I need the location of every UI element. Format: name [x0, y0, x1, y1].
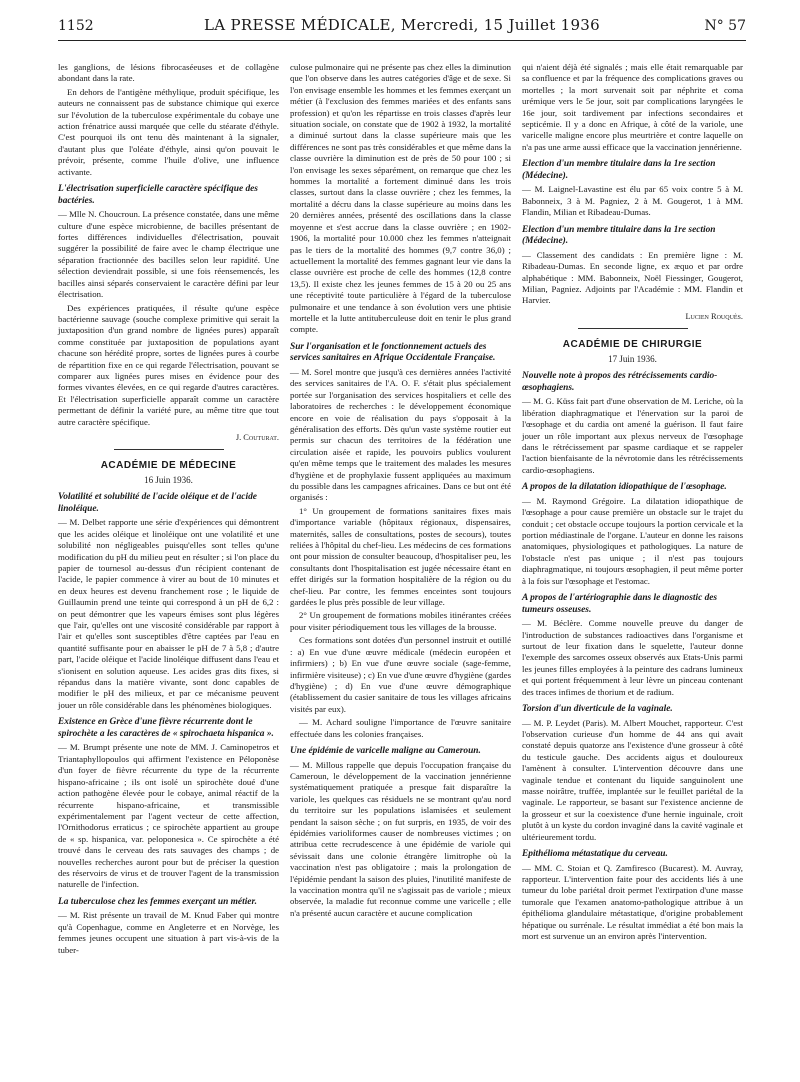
paragraph: — M. Millous rappelle que depuis l'occupation française du Cameroun, le développement de la vaccination jennérienne systématiquement pratiquée a presque fait disparaître la variole, les quelques cas résiduels ne se montrant qu'au nord du territoire sur les populations islamisées et seulement pendant la saison sèche ; on fut surpris, en 1935, de voir des épidémies varioliformes causer de nombreuses victimes ; on attribua cette recrudescence à une épidémie de variole qui sévissait dans une colonie étrangère limitrophe où la vaccination n'est pas obligatoire ; mais la prolongation de l'épidémie pendant la saison des pluies, l'inutilité manifeste de la vaccination montra qu'il ne s'agissait pas de variole ; mieux observée, la maladie fut reconnue comme une varicelle ; elle n'a présenté aucun caractère et aucune complication — [290, 759, 511, 918]
paragraph: — M. Delbet rapporte une série d'expériences qui démontrent que les acides oléique et linoléique ont une volatilité et une solubilité non négligeables puisqu'elles sont telles qu'une modification du pH du milieu peut en résulter ; si l'on place du papier de tournesol au-dessus d'un récipient contenant de l'acide, le papier commence à virer au bout de 10 minutes et en deux heures est devenu franchement rose ; le liquide de Guillaumin prend une teinte qui correspond à un pH de 6,2 : on peut démontrer que les vapeurs émises sont plus légères que l'air, qu'elles ont une viscosité considérable par rapport à l'air et qu'elles sont susceptibles d'être captées par l'eau en quantité suffisante pour en abaisser le pH de 7 à 5,8 ; d'autre part, l'acide oléique et l'acide linoléique diffusent dans l'eau et s'ionisent en solution aqueuse. Les acides gras dits fixes, si répandus dans la matière vivante, sont donc capables de modifier le pH des milieux, et par ce mécanisme peuvent jouer un rôle considérable dans les phénomènes biologiques. — [58, 517, 279, 710]
article-heading: L'électrisation superficielle caractère spécifique des bactéries. — [58, 184, 258, 206]
paragraph: — MM. C. Stoian et Q. Zamfiresco (Bucarest). M. Auvray, rapporteur. L'intervention faite pour des accidents liés à une tumeur du lobe pariétal droit permet l'extirpation d'une masse tumorale que l'examen anatomo-pathologique attribue à un épithélioma glandulaire métastatique, d'origine probablement hépatique ou surrénale. Le résultat immédiat a été bon mais la mort est survenue un an environ après l'intervention. — [522, 862, 743, 942]
paragraph: Des expériences pratiquées, il résulte qu'une espèce bactérienne sauvage (souche complexe primitive qui serait la juxtaposition d'un grand nombre de lignées pures) apparaît comme constituée par juxtaposition de populations ayant chacune son hérédité propre, sortes de lignées pures à courbe de répartition fixe en ce qui regarde l'électrisation, pouvant se comparer aux lignées pures mises en évidence pour des formes vivantes élevées, en ce qui regarde d'autres caractères. Et l'électrisation superficielle apparaît comme un caractère permettant de définir la variété pure, au même titre que tout autre caractère spécifique. — [58, 302, 279, 427]
article-heading: Existence en Grèce d'une fièvre récurrente dont le spirochète a les caractères de « spirochaeta hispanica ». — [58, 717, 274, 739]
page-header — [58, 14, 746, 41]
paragraph: Ces formations sont dotées d'un personnel instruit et outillé : a) En vue d'une œuvre médicale (médecin européen et infirmiers) ; b) En vue d'une œuvre sociale (sage-femme, infirmière visiteuse) ; c) En vue d'une œuvre d'hygiène (gardes d'hygiène) ; d) En vue d'une œuvre démographique (établissement du casier sanitaire de tous les villages africains visités par eux). — [290, 635, 511, 714]
article-heading: A propos de l'artériographie dans le diagnostic des tumeurs osseuses. — [522, 592, 718, 615]
paragraph: — M. Béclère. Comme nouvelle preuve du danger de l'introduction de substances radioactives dans l'organisme et surtout de leur fixation dans le squelette, l'auteur donne l'exemple des sarcomes osseux observés aux Etats-Unis parmi les jeunes filles employées à la peinture des cadrans lumineux et qui portent fréquemment à leur lèvre un pinceau contenant des traces infimes de thorium et de radium. — [522, 618, 743, 697]
author-signature: J. Couturat. — [235, 432, 279, 442]
paragraph: — M. Sorel montre que jusqu'à ces dernières années l'activité des services sanitaires de l'A. O. F. s'était plus spécialement portée sur l'organisation des services hospitaliers et celle des laboratoires de recherches : le développement économique encore en voie de réalisation du pays s'opposait à la généralisation des efforts. Dès qu'un vaste système routier eut permis sur chacun des territoires de la fédération une circulation aisée et rapide, les pouvoirs publics voulurent qu'en même temps que le traitement des malades les mesures d'hygiène et de prophylaxie fussent appliquées au maximum du possible dans les campagnes africaines. Dans ce but ont été organisés : — [290, 366, 511, 503]
paragraph: — M. Achard souligne l'importance de l'œuvre sanitaire effectuée dans les colonies françaises. — [290, 717, 511, 739]
paragraph: les ganglions, de lésions fibrocaséeuses et de collagène abondant dans la rate. — [58, 62, 279, 84]
paragraph: — Mlle N. Choucroun. La présence constatée, dans une même culture d'une espèce microbienne, de bacilles présentant de fortes différences individuelles d'électrisation, pouvait suggérer la possibilité de faire avec le champ électrique une séparation fractionnée des bacilles selon leur rapidité. Une sélection deviendrait possible, si une fois réensemencés, les bacilles ainsi séparés conservaient le caractère défini par leur électrisation. — [58, 209, 279, 300]
author-signature: Lucien Rouquès. — [685, 311, 743, 321]
column-3 — [522, 62, 743, 945]
paragraph: culose pulmonaire qui ne présente pas chez elles la diminution que l'on observe dans les autres catégories d'âge et de sexe. Si l'on envisage ensemble les hommes et les femmes exerçant un métier (à l'exclusion des femmes mariées et des enfants sans profession) et qu'on les répartisse en trois classes d'après leur situation sociale, on constate que de 1902 à 1932, la mortalité a diminué surtout dans la classe supérieure mais que les différences ne sont pas très considérables et que même dans la classe ouvrière la diminution est de près de 50 pour 100 ; si l'on envisage les sexes séparément, on remarque que chez les hommes la mortalité a fortement diminué dans les trois classes, surtout dans la classe ouvrière ; chez les femmes, la mortalité a décru dans la classe supérieure au moins dans les 20 dernières années, présenté des oscillations dans la classe moyenne et s'est accrue dans la classe ouvrière ; en 1902-1906, la mortalité pour 10.000 chez les femmes n'atteignait pas le tiers de la mortalité des hommes (9,7 contre 36,0) ; actuellement la mortalité des femmes gagnant leur vie dans la classe ouvrière est proche de celle des hommes (12,8 contre 13,5). Il existe chez les jeunes femmes de 15 à 20 ou 25 ans une réceptivité toute particulière à l'égard de la tuberculose pulmonaire et une tendance à son évolution vers une phtisie mortelle et la lutte antituberculeuse doit en tenir le plus grand compte. — [290, 62, 511, 335]
article-heading: Election d'un membre titulaire dans la 1re section (Médecine). — [522, 224, 716, 247]
column-1 — [58, 62, 279, 958]
article-heading: Election d'un membre titulaire dans la 1re section (Médecine). — [522, 159, 716, 181]
article-heading: Epithélioma métastatique du cerveau. — [522, 849, 668, 860]
article-heading: Torsion d'un diverticule de la vaginale. — [522, 704, 673, 714]
paragraph: 1° Un groupement de formations sanitaires fixes mais d'importance variable (hôpitaux régionaux, dispensaires, maternités, salles de consultations, postes de secours), toutes reliées à l'hôpital du chef-lieu. Les médecins de ces formations ont pour mission de consulter beaucoup, d'hospitaliser peu, les consultants dont l'hospitalisation est jugée nécessaire étant en effet dirigés sur la formation hospitalière de la région ou du chef-lieu. Par contre, les femmes enceintes sont toujours gardées le plus près possible de leur village. — [290, 505, 511, 608]
article-heading: Volatilité et solubilité de l'acide oléique et de l'acide linoléique. — [58, 492, 257, 514]
paragraph: — M. Laignel-Lavastine est élu par 65 voix contre 5 à M. Babonneix, 3 à M. Pagniez, 2 à M. Gougerot, 1 à MM. Flandin, Milian et Ribadeau-Dumas. — [522, 184, 743, 218]
section-title: ACADÉMIE DE CHIRURGIE — [562, 339, 703, 351]
paragraph: — Classement des candidats : En première ligne : M. Ribadeau-Dumas. En seconde ligne, ex æquo et par ordre alphabétique : MM. Babonneix, Noël Fiessinger, Gougerot, Milian, Pagniez. Adjoints par l'Académie : MM. Flandin et Harvier. — [522, 249, 743, 306]
section-date: 17 Juin 1936. — [608, 353, 657, 364]
paragraph: — M. Raymond Grégoire. La dilatation idiopathique de l'œsophage a pour cause première un obstacle sur le trajet du conduit ; cet obstacle occupe toujours la portion cervicale et la portion médiastinale de l'organe. L'auteur en donne les raisons anatomiques, physiologiques et pathologiques. La nature de l'obstacle n'est pas unique ; il n'est pas toujours diaphragmatique, ni toujours œsophagien, il peut même porter à la fois sur l'œsophage et l'estomac. — [522, 495, 743, 586]
paragraph: — M. G. Küss fait part d'une observation de M. Leriche, où la libération diaphragmatique et l'énervation sur la paroi de l'œsophage et du cardia ont amené la guérison. Il faut faire jouer un rôle important aux plexus nerveux de l'œsophage dans le rétrécissement par spasme cardiaque et se rappeler l'action bienfaisante de la névrotomie dans les rétrécissements cardio-œsophagiens. — [522, 396, 743, 475]
issue-number: N° 57 — [704, 18, 746, 34]
page-number: 1152 — [58, 18, 94, 34]
article-heading: La tuberculose chez les femmes exerçant un métier. — [58, 896, 257, 907]
journal-title: LA PRESSE MÉDICALE, Mercredi, 15 Juillet 1936 — [204, 16, 600, 34]
paragraph: En dehors de l'antigène méthylique, produit spécifique, les auteurs ne connaissent pas de substance chimique qui exerce sur l'évolution de la tuberculose expérimentale du cobaye une action frénatrice aussi marquée que celle du stéarate d'éthyle. C'est pourquoi ils ont tenu dès maintenant à la signaler, d'autant plus que l'oléate d'éthyle, ainsi qu'on pouvait le prévoir, présente, comme l'huile d'olive, une influence activante. — [58, 86, 279, 177]
section-date: 16 Juin 1936. — [144, 474, 193, 485]
paragraph: — M. Brumpt présente une note de MM. J. Caminopetros et Triantaphyllopoulos qui affirment l'existence en Péloponèse d'un foyer de fièvre récurrente du type de la récurrente hispano-africaine ; ils ont isolé un spirochète doué d'une action pathogène élevée pour le cobaye, animal réactif de la récurrente hispano-africaine, et transmissible expérimentalement par l'agent vecteur de cette affection, l'Ornithodorus erraticus ; ce spirochète appartient au groupe de « sp. hispanica, var. peloponesica ». Ce spirochète a été trouvé dans le cerveau des rats sauvages des champs ; de nouvelles recherches auront pour but de préciser la question des réservoirs de virus et de trouver l'agent de la transmission naturelle de l'infection. — [58, 742, 279, 890]
paragraph: qui n'aient déjà été signalés ; mais elle était remarquable par sa confluence et par la fréquence des complications graves ou mortelles ; la mort survenait soit par néphrite et coma urémique vers le 5e jour, soit par complications laryngées le 16e jour, soit tardivement par infections secondaires et septicémie. Il y a donc en Afrique, à côté de la variole, une varicelle maligne encore plus meurtrière et contre laquelle on n'a pas une arme aussi efficace que la vaccination jennérienne. — [522, 62, 743, 152]
paragraph: — M. Rist présente un travail de M. Knud Faber qui montre qu'à Copenhague, comme en Angleterre et en Norvège, les femmes jeunes occupent une situation à part vis-à-vis de la tuber- — [58, 910, 279, 955]
section-title: ACADÉMIE DE MÉDECINE — [100, 460, 237, 472]
article-heading: Une épidémie de varicelle maligne au Cameroun. — [290, 745, 481, 756]
article-heading: A propos de la dilatation idiopathique de l'œsophage. — [522, 482, 727, 493]
section-divider — [578, 328, 688, 329]
article-heading: Nouvelle note à propos des rétrécissements cardio-œsophagiens. — [522, 371, 718, 393]
column-2 — [290, 62, 511, 921]
article-heading: Sur l'organisation et le fonctionnement actuels des services sanitaires en Afrique Occidentale Française. — [290, 341, 496, 364]
paragraph: 2° Un groupement de formations mobiles itinérantes créées pour visiter périodiquement tous les villages de la brousse. — [290, 610, 511, 632]
section-divider — [114, 449, 224, 450]
paragraph: — M. P. Leydet (Paris). M. Albert Mouchet, rapporteur. C'est l'observation curieuse d'un homme de 44 ans qui avait constaté depuis quatorze ans l'existence d'une grosseur à côté du testicule gauche. Des accidents aigus et douloureux l'amènent à consulter. L'intervention découvre dans une vaginale tendue et contenant du liquide sanguinolent une masse noirâtre, truffée, implantée sur le feuillet pariétal de la vaginale. Le rapporteur, se basant sur l'existence ancienne de la grosseur et sur la coexistence d'une hernie inguinale, croit plutôt à un kyste du cordon invaginé dans la cavité vaginale et ultérieurement tordu. — [522, 717, 743, 842]
